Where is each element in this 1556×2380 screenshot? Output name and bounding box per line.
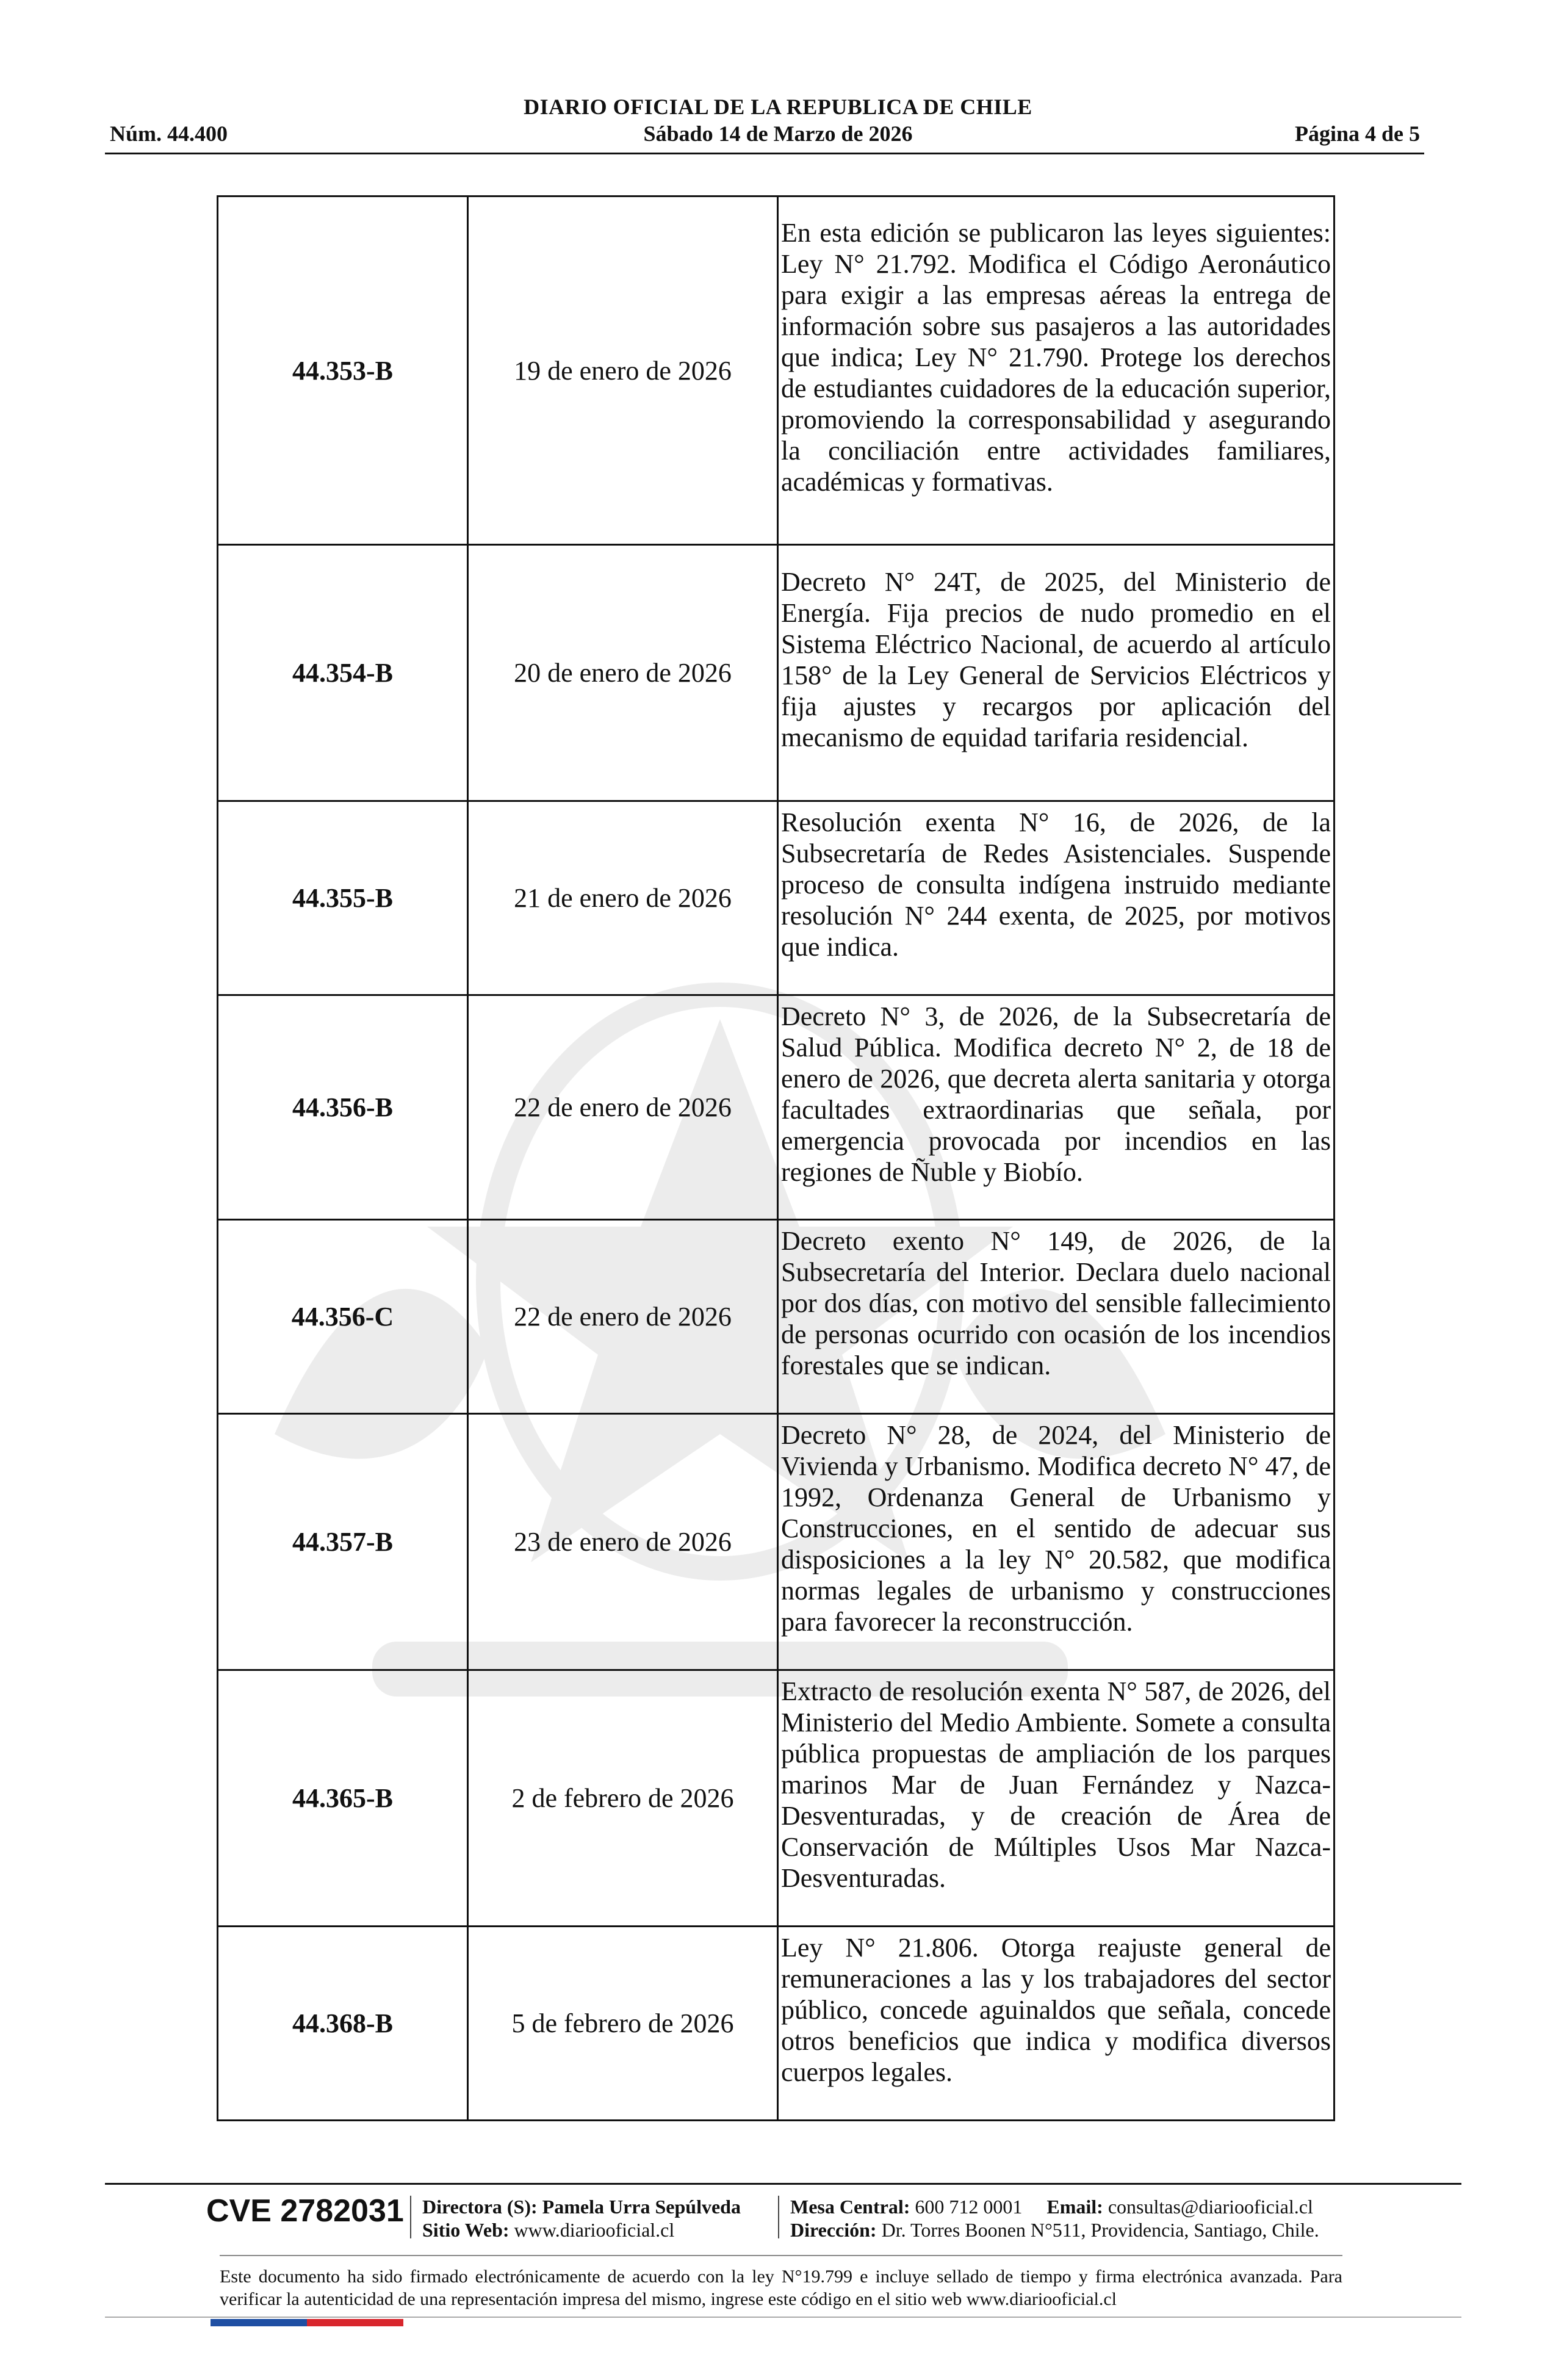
website-link[interactable]: www.diariooficial.cl (514, 2219, 675, 2241)
edition-date: 21 de enero de 2026 (468, 801, 778, 995)
table-row (218, 1927, 1334, 2121)
edition-description: En esta edición se publicaron las leyes siguientes: Ley N° 21.792. Modifica el Código Aeronáutico para exigir a las empresas aéreas la entrega de información sobre sus pasajeros a las autoridades que indica; Ley N° 21.790. Protege los derechos de estudiantes cuidadores de la educación superior, promoviendo la corresponsabilidad y asegurando la conciliación entre actividades familiares, académicas y formativas. (778, 197, 1334, 545)
newspaper-title: DIARIO OFICIAL DE LA REPUBLICA DE CHILE (524, 95, 1032, 119)
edition-date: 5 de febrero de 2026 (468, 1927, 778, 2121)
footer-separator (778, 2196, 779, 2238)
edition-description: Decreto N° 3, de 2026, de la Subsecretaría de Salud Pública. Modifica decreto N° 2, de 18 de enero de 2026, que decreta alerta sanitaria y otorga facultades extraordinarias que señala, por emergencia provocada por incendios en las regiones de Ñuble y Biobío. (778, 995, 1334, 1220)
table-row (218, 995, 1334, 1220)
edition-number: 44.354-B (218, 545, 468, 801)
table-row (218, 1414, 1334, 1670)
edition-date: 2 de febrero de 2026 (468, 1670, 778, 1927)
header-divider (105, 153, 1424, 154)
edition-description: Decreto N° 24T, de 2025, del Ministerio de Energía. Fija precios de nudo promedio en el Sistema Eléctrico Nacional, de acuerdo al artículo 158° de la Ley General de Servicios Eléctricos y fija ajustes y recargos por aplicación del mecanismo de equidad tarifaria residencial. (778, 545, 1334, 801)
issue-date: Sábado 14 de Marzo de 2026 (643, 121, 913, 146)
footer-divider-secondary (220, 2255, 1342, 2256)
email-link[interactable]: consultas@diariooficial.cl (1108, 2196, 1313, 2218)
edition-number: 44.365-B (218, 1670, 468, 1927)
edition-description: Resolución exenta N° 16, de 2026, de la Subsecretaría de Redes Asistenciales. Suspende proceso de consulta indígena instruido mediante resolución N° 244 exenta, de 2025, por motivos que indica. (778, 801, 1334, 995)
table-row (218, 1220, 1334, 1414)
edition-date: 19 de enero de 2026 (468, 197, 778, 545)
edition-description: Ley N° 21.806. Otorga reajuste general de remuneraciones a las y los trabajadores del sector público, concede aguinaldos que señala, concede otros beneficios que indica y modifica diversos cuerpos legales. (778, 1927, 1334, 2121)
footer-separator (410, 2196, 411, 2238)
address-text: Dr. Torres Boonen N°511, Providencia, Santiago, Chile. (881, 2219, 1319, 2241)
footer-contact-block (790, 2195, 1319, 2241)
table-row (218, 197, 1334, 545)
director-label: Directora (S): (422, 2196, 538, 2218)
issue-number: Núm. 44.400 (110, 121, 228, 146)
email-label: Email: (1046, 2196, 1103, 2218)
phone-number: 600 712 0001 (915, 2196, 1023, 2218)
director-name: Pamela Urra Sepúlveda (542, 2196, 741, 2218)
edition-number: 44.355-B (218, 801, 468, 995)
edition-number: 44.357-B (218, 1414, 468, 1670)
table-row (218, 545, 1334, 801)
cve-code: CVE 2782031 (206, 2193, 404, 2229)
footer-divider-bottom (105, 2317, 1461, 2318)
table-row (218, 1670, 1334, 1927)
edition-date: 22 de enero de 2026 (468, 1220, 778, 1414)
legal-notice: Este documento ha sido firmado electrónicamente de acuerdo con la ley N°19.799 e incluye sellado de tiempo y firma electrónica avanzada. Para verificar la autenticidad de una representación impresa del mismo, ingrese este código en el sitio web www.diariooficial.cl (220, 2266, 1342, 2309)
edition-description: Decreto N° 28, de 2024, del Ministerio de Vivienda y Urbanismo. Modifica decreto N° 47, de 1992, Ordenanza General de Urbanismo y Construcciones, en el sentido de adecuar sus disposiciones a la ley N° 20.582, que modifica normas legales de urbanismo y construcciones para favorecer la reconstrucción. (778, 1414, 1334, 1670)
page-number: Página 4 de 5 (1294, 121, 1420, 146)
edition-number: 44.368-B (218, 1927, 468, 2121)
edition-date: 23 de enero de 2026 (468, 1414, 778, 1670)
edition-date: 20 de enero de 2026 (468, 545, 778, 801)
footer-divider (105, 2183, 1461, 2185)
address-label: Dirección: (790, 2219, 877, 2241)
edition-description: Decreto exento N° 149, de 2026, de la Subsecretaría del Interior. Declara duelo nacional por dos días, con motivo del sensible fallecimiento de personas ocurrido con ocasión de los incendios forestales que se indican. (778, 1220, 1334, 1414)
flag-bar-blue (211, 2319, 307, 2326)
edition-number: 44.356-C (218, 1220, 468, 1414)
website-label: Sitio Web: (422, 2219, 510, 2241)
edition-description: Extracto de resolución exenta N° 587, de 2026, del Ministerio del Medio Ambiente. Somete a consulta pública propuestas de ampliación de los parques marinos Mar de Juan Fernández y Nazca-Desventuradas, y de creación de Área de Conservación de Múltiples Usos Mar Nazca-Desventuradas. (778, 1670, 1334, 1927)
flag-bar-red (307, 2319, 403, 2326)
edition-date: 22 de enero de 2026 (468, 995, 778, 1220)
phone-label: Mesa Central: (790, 2196, 910, 2218)
footer-director-block (422, 2195, 741, 2241)
publications-table (217, 195, 1335, 2121)
edition-number: 44.353-B (218, 197, 468, 545)
table-row (218, 801, 1334, 995)
edition-number: 44.356-B (218, 995, 468, 1220)
